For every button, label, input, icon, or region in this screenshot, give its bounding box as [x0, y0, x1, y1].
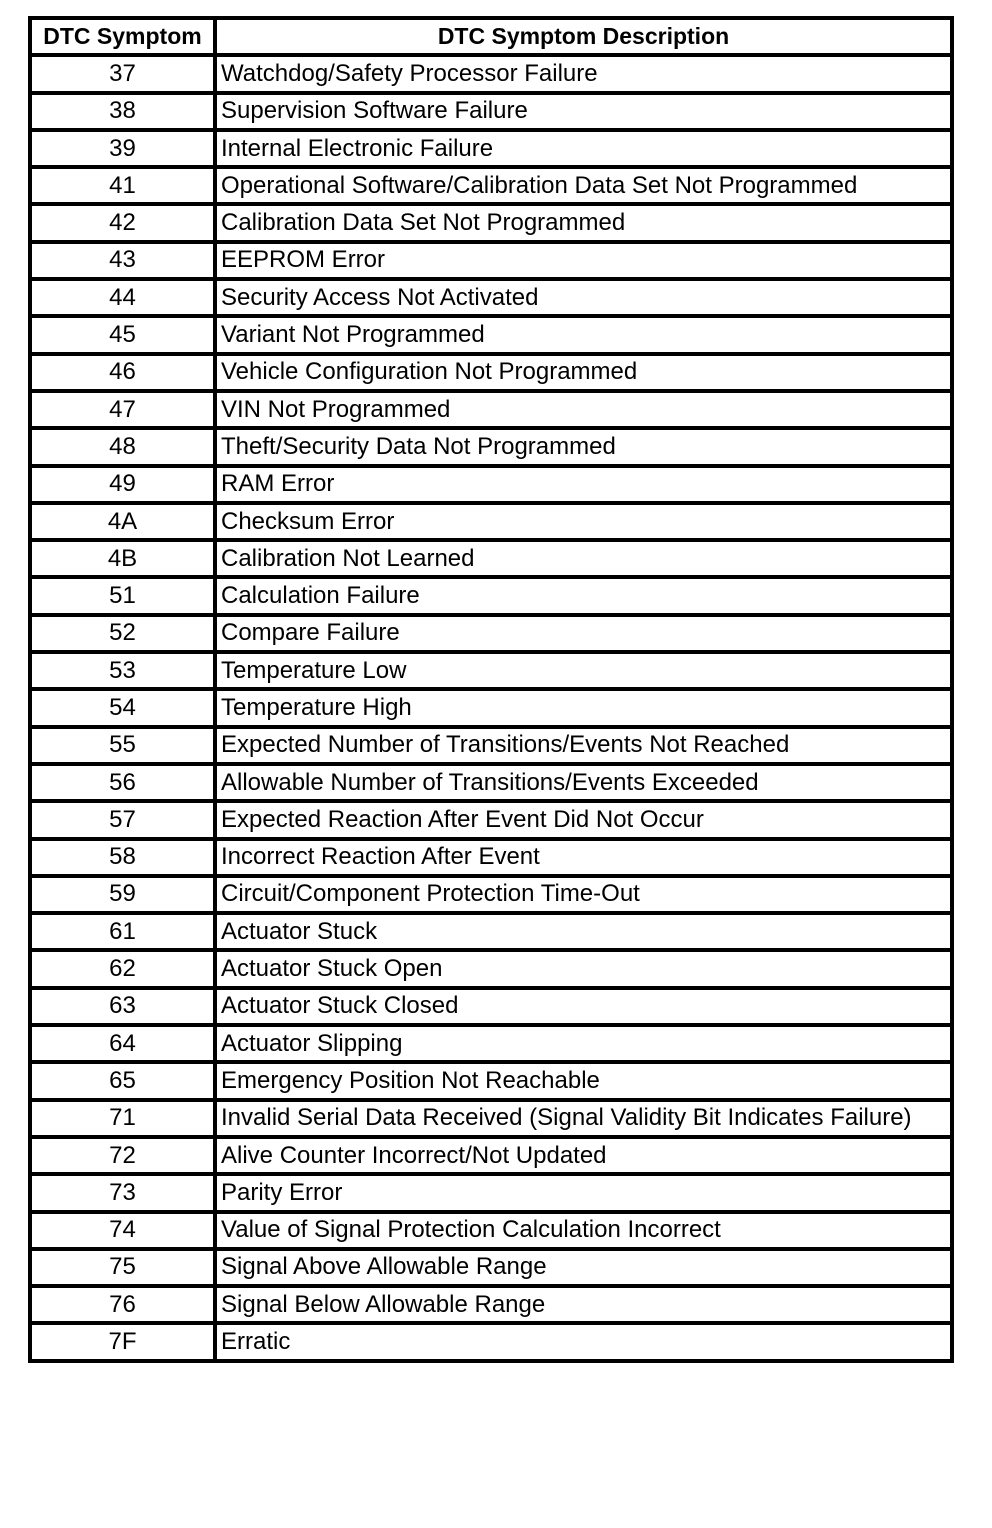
- table-row: [30, 1100, 952, 1137]
- dtc-code-cell: 75: [30, 1249, 215, 1286]
- dtc-code-cell: 73: [30, 1174, 215, 1211]
- dtc-description-cell: Actuator Stuck: [215, 913, 952, 950]
- table-row: [30, 764, 952, 801]
- table-row: [30, 1025, 952, 1062]
- table-row: [30, 652, 952, 689]
- dtc-description-cell: Compare Failure: [215, 615, 952, 652]
- dtc-description-cell: Emergency Position Not Reachable: [215, 1062, 952, 1099]
- table-row: [30, 130, 952, 167]
- dtc-description-cell: Theft/Security Data Not Programmed: [215, 428, 952, 465]
- dtc-description-cell: Supervision Software Failure: [215, 93, 952, 130]
- dtc-description-cell: Expected Reaction After Event Did Not Occur: [215, 801, 952, 838]
- dtc-code-cell: 51: [30, 577, 215, 614]
- dtc-code-cell: 62: [30, 950, 215, 987]
- table-row: [30, 1174, 952, 1211]
- dtc-description-cell: Invalid Serial Data Received (Signal Validity Bit Indicates Failure): [215, 1100, 952, 1137]
- dtc-code-cell: 76: [30, 1286, 215, 1323]
- dtc-code-cell: 7F: [30, 1323, 215, 1360]
- dtc-description-cell: EEPROM Error: [215, 242, 952, 279]
- dtc-code-cell: 56: [30, 764, 215, 801]
- dtc-code-cell: 46: [30, 354, 215, 391]
- dtc-description-cell: Allowable Number of Transitions/Events Exceeded: [215, 764, 952, 801]
- table-row: [30, 1286, 952, 1323]
- dtc-code-cell: 37: [30, 55, 215, 92]
- dtc-description-cell: Checksum Error: [215, 503, 952, 540]
- dtc-description-cell: Parity Error: [215, 1174, 952, 1211]
- dtc-description-cell: Expected Number of Transitions/Events Not Reached: [215, 727, 952, 764]
- dtc-code-cell: 71: [30, 1100, 215, 1137]
- dtc-description-cell: Calibration Data Set Not Programmed: [215, 204, 952, 241]
- table-row: [30, 727, 952, 764]
- dtc-code-cell: 52: [30, 615, 215, 652]
- dtc-code-cell: 61: [30, 913, 215, 950]
- dtc-description-cell: Calculation Failure: [215, 577, 952, 614]
- dtc-description-cell: Temperature Low: [215, 652, 952, 689]
- table-row: [30, 950, 952, 987]
- dtc-code-cell: 42: [30, 204, 215, 241]
- table-row: [30, 391, 952, 428]
- dtc-code-cell: 65: [30, 1062, 215, 1099]
- table-row: [30, 801, 952, 838]
- dtc-code-cell: 54: [30, 689, 215, 726]
- dtc-code-cell: 64: [30, 1025, 215, 1062]
- table-row: [30, 1212, 952, 1249]
- dtc-code-cell: 45: [30, 316, 215, 353]
- dtc-code-cell: 38: [30, 93, 215, 130]
- dtc-code-cell: 53: [30, 652, 215, 689]
- dtc-description-cell: Erratic: [215, 1323, 952, 1360]
- dtc-code-cell: 48: [30, 428, 215, 465]
- dtc-description-cell: Watchdog/Safety Processor Failure: [215, 55, 952, 92]
- table-row: [30, 689, 952, 726]
- dtc-description-cell: Value of Signal Protection Calculation Incorrect: [215, 1212, 952, 1249]
- table-header-row: [30, 18, 952, 55]
- table-row: [30, 354, 952, 391]
- table-row: [30, 876, 952, 913]
- dtc-description-cell: Internal Electronic Failure: [215, 130, 952, 167]
- dtc-code-cell: 44: [30, 279, 215, 316]
- dtc-description-cell: Actuator Stuck Closed: [215, 988, 952, 1025]
- table-row: [30, 540, 952, 577]
- dtc-code-cell: 55: [30, 727, 215, 764]
- dtc-code-cell: 41: [30, 167, 215, 204]
- dtc-description-cell: VIN Not Programmed: [215, 391, 952, 428]
- table-row: [30, 204, 952, 241]
- table-row: [30, 1137, 952, 1174]
- dtc-code-cell: 47: [30, 391, 215, 428]
- dtc-description-cell: RAM Error: [215, 466, 952, 503]
- table-row: [30, 316, 952, 353]
- dtc-description-cell: Vehicle Configuration Not Programmed: [215, 354, 952, 391]
- table-row: [30, 988, 952, 1025]
- dtc-code-cell: 63: [30, 988, 215, 1025]
- dtc-description-cell: Calibration Not Learned: [215, 540, 952, 577]
- table-row: [30, 167, 952, 204]
- dtc-code-cell: 49: [30, 466, 215, 503]
- table-row: [30, 428, 952, 465]
- table-row: [30, 242, 952, 279]
- table-row: [30, 279, 952, 316]
- table-row: [30, 55, 952, 92]
- dtc-description-cell: Actuator Stuck Open: [215, 950, 952, 987]
- dtc-description-cell: Signal Below Allowable Range: [215, 1286, 952, 1323]
- dtc-description-cell: Alive Counter Incorrect/Not Updated: [215, 1137, 952, 1174]
- dtc-code-cell: 58: [30, 839, 215, 876]
- dtc-code-cell: 43: [30, 242, 215, 279]
- dtc-description-cell: Security Access Not Activated: [215, 279, 952, 316]
- table-row: [30, 615, 952, 652]
- table-row: [30, 93, 952, 130]
- dtc-code-cell: 72: [30, 1137, 215, 1174]
- dtc-description-cell: Signal Above Allowable Range: [215, 1249, 952, 1286]
- dtc-description-cell: Actuator Slipping: [215, 1025, 952, 1062]
- table-row: [30, 913, 952, 950]
- dtc-description-cell: Temperature High: [215, 689, 952, 726]
- table-row: [30, 839, 952, 876]
- table-row: [30, 1062, 952, 1099]
- dtc-description-cell: Circuit/Component Protection Time-Out: [215, 876, 952, 913]
- dtc-symptom-table: [28, 16, 954, 1363]
- dtc-code-cell: 4A: [30, 503, 215, 540]
- dtc-description-cell: Incorrect Reaction After Event: [215, 839, 952, 876]
- dtc-code-cell: 4B: [30, 540, 215, 577]
- dtc-code-cell: 74: [30, 1212, 215, 1249]
- dtc-description-cell: Operational Software/Calibration Data Set Not Programmed: [215, 167, 952, 204]
- table-body: [30, 55, 952, 1360]
- dtc-description-cell: Variant Not Programmed: [215, 316, 952, 353]
- table-row: [30, 1249, 952, 1286]
- dtc-code-cell: 39: [30, 130, 215, 167]
- dtc-code-cell: 59: [30, 876, 215, 913]
- header-dtc-symptom-description: DTC Symptom Description: [215, 18, 952, 55]
- header-dtc-symptom: DTC Symptom: [30, 18, 215, 55]
- table-row: [30, 503, 952, 540]
- table-row: [30, 577, 952, 614]
- table-row: [30, 466, 952, 503]
- dtc-code-cell: 57: [30, 801, 215, 838]
- table-row: [30, 1323, 952, 1360]
